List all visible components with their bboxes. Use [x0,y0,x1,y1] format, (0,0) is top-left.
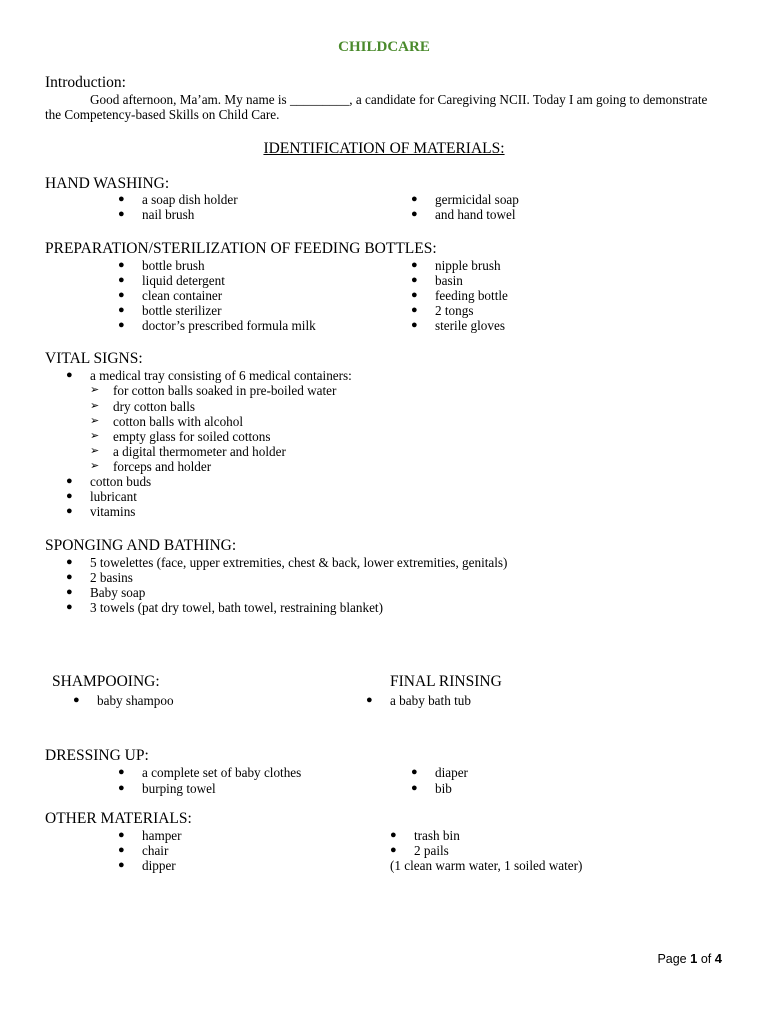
section-heading-dressing-up: DRESSING UP: [45,747,149,764]
section-heading-hand-washing: HAND WASHING: [45,175,170,192]
bullet: ● [390,844,397,856]
bullet: ● [118,274,125,286]
list-item: empty glass for soiled cottons [113,429,271,444]
list-item: bottle sterilizer [142,303,222,318]
list-item: hamper [142,828,182,843]
list-item: basin [435,273,463,288]
current-page: 1 [690,951,698,966]
list-item-note: (1 clean warm water, 1 soiled water) [390,858,583,873]
list-item: cotton buds [90,474,152,489]
bullet: ● [411,766,418,778]
section-heading-final-rinsing: FINAL RINSING [390,673,502,690]
section-heading-sponging: SPONGING AND BATHING: [45,537,237,554]
list-item: chair [142,843,169,858]
arrow-bullet-icon: ➢ [90,415,100,427]
list-item: bottle brush [142,258,205,273]
bullet: ● [118,319,125,331]
bullet: ● [366,694,373,706]
list-item: liquid detergent [142,273,225,288]
total-pages: 4 [714,951,722,966]
intro-text: Good afternoon, Ma’am. My name is _________, a candidate for Caregiving NCII. Today I am going to demonstrate the Competency-based Skills on Child Care. [45,92,708,122]
list-item: feeding bottle [435,288,508,303]
list-item: 5 towelettes (face, upper extremities, chest & back, lower extremities, genitals) [90,555,508,570]
list-item: germicidal soap [435,192,519,207]
intro-paragraph [45,92,725,122]
bullet: ● [118,259,125,271]
arrow-bullet-icon: ➢ [90,400,100,412]
bullet: ● [66,586,73,598]
list-item: Baby soap [90,585,146,600]
bullet: ● [73,694,80,706]
list-item: dipper [142,858,176,873]
bullet: ● [66,505,73,517]
list-item: forceps and holder [113,459,212,474]
bullet: ● [66,556,73,568]
bullet: ● [118,844,125,856]
arrow-bullet-icon: ➢ [90,460,100,472]
list-item: 2 pails [414,843,449,858]
bullet: ● [66,490,73,502]
bullet: ● [411,193,418,205]
list-item: doctor’s prescribed formula milk [142,318,316,333]
list-item: and hand towel [435,207,516,222]
bullet: ● [66,475,73,487]
bullet: ● [118,208,125,220]
bullet: ● [66,601,73,613]
list-item: diaper [435,765,468,780]
bullet: ● [118,766,125,778]
bullet: ● [118,193,125,205]
section-heading-shampooing: SHAMPOOING: [52,673,160,690]
list-item: a soap dish holder [142,192,238,207]
of-word: of [700,952,712,966]
bullet: ● [118,829,125,841]
list-item: bib [435,781,452,796]
bullet: ● [411,304,418,316]
list-item: vitamins [90,504,136,519]
page-number [657,951,722,966]
intro-heading: Introduction: [45,74,126,91]
arrow-bullet-icon: ➢ [90,445,100,457]
bullet: ● [118,782,125,794]
bullet: ● [411,289,418,301]
bullet: ● [411,319,418,331]
page-word: Page [657,952,687,966]
bullet: ● [411,259,418,271]
list-item: a complete set of baby clothes [142,765,302,780]
bullet: ● [411,208,418,220]
bullet: ● [118,304,125,316]
bullet: ● [390,829,397,841]
list-item: sterile gloves [435,318,505,333]
list-item: baby shampoo [97,693,174,708]
section-heading-feeding-bottles: PREPARATION/STERILIZATION OF FEEDING BOTTLES: [45,240,437,257]
list-item: a baby bath tub [390,693,471,708]
list-item: a medical tray consisting of 6 medical containers: [90,368,352,383]
list-item: dry cotton balls [113,399,196,414]
list-item: 3 towels (pat dry towel, bath towel, restraining blanket) [90,600,383,615]
list-item: a digital thermometer and holder [113,444,286,459]
bullet: ● [411,274,418,286]
section-heading-other-materials: OTHER MATERIALS: [45,810,192,827]
list-item: trash bin [414,828,460,843]
section-heading-vital-signs: VITAL SIGNS: [45,350,143,367]
identification-heading: IDENTIFICATION OF MATERIALS: [263,140,505,157]
list-item: nail brush [142,207,195,222]
arrow-bullet-icon: ➢ [90,384,100,396]
list-item: 2 basins [90,570,133,585]
document-title: CHILDCARE [338,39,430,55]
list-item: clean container [142,288,223,303]
list-item: burping towel [142,781,216,796]
list-item: for cotton balls soaked in pre-boiled water [113,383,337,398]
bullet: ● [66,369,73,381]
bullet: ● [118,289,125,301]
bullet: ● [411,782,418,794]
bullet: ● [66,571,73,583]
list-item: cotton balls with alcohol [113,414,244,429]
list-item: 2 tongs [435,303,474,318]
bullet: ● [118,859,125,871]
list-item: lubricant [90,489,137,504]
list-item: nipple brush [435,258,501,273]
arrow-bullet-icon: ➢ [90,430,100,442]
